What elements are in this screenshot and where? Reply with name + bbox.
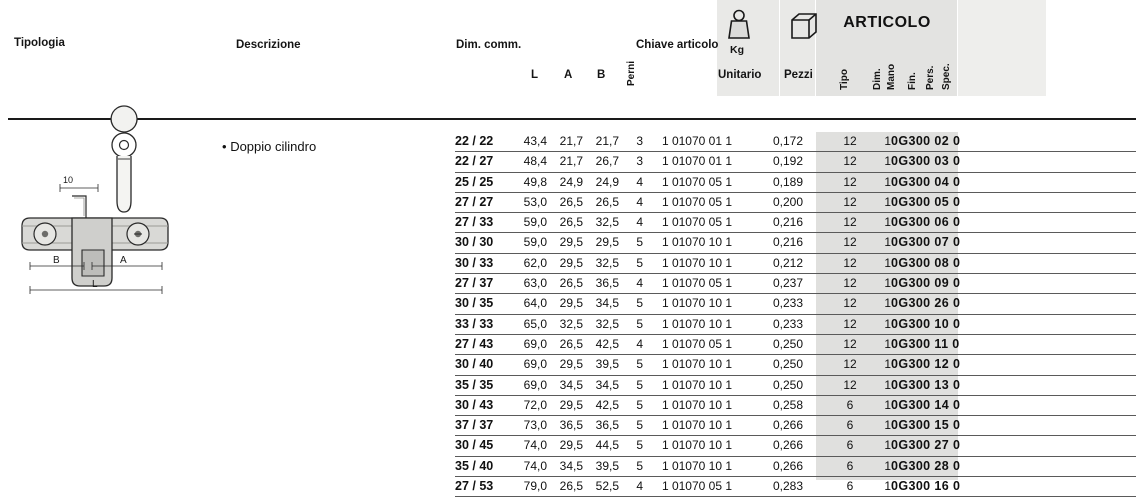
cell-a: 26,5: [547, 213, 583, 233]
header-art-tipo: Tipo: [839, 69, 850, 90]
cell-perni: 3: [619, 152, 643, 172]
cell-trailing: [1021, 436, 1136, 456]
table-row: [455, 436, 1136, 456]
cell-chiave-articolo: 1 01070 05 1: [643, 334, 751, 354]
cell-pezzi: 12: [825, 375, 875, 395]
cell-a: 26,5: [547, 477, 583, 497]
cell-chiave-articolo: 1 01070 10 1: [643, 355, 751, 375]
cell-trailing: [1021, 274, 1136, 294]
cell-l: 59,0: [513, 233, 547, 253]
cell-trailing: [1021, 192, 1136, 212]
svg-text:B: B: [53, 255, 60, 266]
cell-b: 32,5: [583, 213, 619, 233]
cell-qty-flag: 1: [875, 436, 891, 456]
cell-unitario: 0,212: [751, 253, 825, 273]
cell-qty-flag: 1: [875, 274, 891, 294]
cell-trailing: [1021, 314, 1136, 334]
table-row: [455, 213, 1136, 233]
cell-perni: 5: [619, 355, 643, 375]
table-row: [455, 477, 1136, 497]
cell-articolo: 0G300 26 0: [891, 294, 1021, 314]
cell-unitario: 0,216: [751, 233, 825, 253]
cell-unitario: 0,250: [751, 355, 825, 375]
cell-articolo: 0G300 02 0: [891, 132, 1021, 152]
cell-pezzi: 6: [825, 416, 875, 436]
cell-dim-comm: 30 / 40: [455, 355, 513, 375]
cell-articolo: 0G300 06 0: [891, 213, 1021, 233]
cell-qty-flag: 1: [875, 192, 891, 212]
cell-a: 29,5: [547, 395, 583, 415]
cell-a: 34,5: [547, 375, 583, 395]
cell-trailing: [1021, 334, 1136, 354]
cell-dim-comm: 22 / 27: [455, 152, 513, 172]
cell-pezzi: 12: [825, 334, 875, 354]
table-row: [455, 274, 1136, 294]
header-art-pers: Pers.: [925, 65, 936, 90]
cell-b: 52,5: [583, 477, 619, 497]
cell-chiave-articolo: 1 01070 01 1: [643, 152, 751, 172]
cell-a: 36,5: [547, 416, 583, 436]
cell-l: 62,0: [513, 253, 547, 273]
header-sub-a: A: [564, 69, 573, 81]
spec-table: [455, 132, 1136, 497]
cell-dim-comm: 25 / 25: [455, 172, 513, 192]
cell-unitario: 0,250: [751, 334, 825, 354]
cell-articolo: 0G300 04 0: [891, 172, 1021, 192]
cell-a: 32,5: [547, 314, 583, 334]
header-sub-perni: Perni: [626, 60, 637, 86]
cell-pezzi: 12: [825, 294, 875, 314]
cell-pezzi: 12: [825, 314, 875, 334]
cell-a: 34,5: [547, 456, 583, 476]
cell-b: 34,5: [583, 375, 619, 395]
header-descrizione: Descrizione: [236, 39, 301, 51]
cell-unitario: 0,237: [751, 274, 825, 294]
cell-l: 69,0: [513, 334, 547, 354]
cell-dim-comm: 30 / 30: [455, 233, 513, 253]
cell-b: 24,9: [583, 172, 619, 192]
cell-dim-comm: 37 / 37: [455, 416, 513, 436]
cell-b: 21,7: [583, 132, 619, 152]
cell-pezzi: 12: [825, 274, 875, 294]
cell-dim-comm: 35 / 35: [455, 375, 513, 395]
cell-dim-comm: 35 / 40: [455, 456, 513, 476]
table-row: [455, 253, 1136, 273]
cell-trailing: [1021, 132, 1136, 152]
cell-unitario: 0,189: [751, 172, 825, 192]
cell-trailing: [1021, 172, 1136, 192]
header-sub-b: B: [597, 69, 606, 81]
cell-perni: 5: [619, 253, 643, 273]
cell-qty-flag: 1: [875, 132, 891, 152]
cell-qty-flag: 1: [875, 395, 891, 415]
cell-dim-comm: 27 / 33: [455, 213, 513, 233]
cell-chiave-articolo: 1 01070 05 1: [643, 213, 751, 233]
cell-articolo: 0G300 15 0: [891, 416, 1021, 436]
cell-chiave-articolo: 1 01070 10 1: [643, 375, 751, 395]
cell-b: 39,5: [583, 456, 619, 476]
cell-articolo: 0G300 27 0: [891, 436, 1021, 456]
cell-perni: 5: [619, 314, 643, 334]
cell-chiave-articolo: 1 01070 05 1: [643, 274, 751, 294]
cell-unitario: 0,216: [751, 213, 825, 233]
table-row: [455, 395, 1136, 415]
spec-table-body: [455, 132, 1136, 497]
cell-qty-flag: 1: [875, 294, 891, 314]
cell-articolo: 0G300 09 0: [891, 274, 1021, 294]
cell-trailing: [1021, 355, 1136, 375]
cell-l: 69,0: [513, 375, 547, 395]
cell-a: 21,7: [547, 132, 583, 152]
cell-a: 29,5: [547, 294, 583, 314]
cell-perni: 4: [619, 213, 643, 233]
cell-a: 29,5: [547, 436, 583, 456]
cell-a: 29,5: [547, 355, 583, 375]
cell-trailing: [1021, 456, 1136, 476]
cell-perni: 5: [619, 294, 643, 314]
cell-pezzi: 6: [825, 395, 875, 415]
cell-l: 59,0: [513, 213, 547, 233]
header-unitario: Unitario: [718, 69, 762, 81]
cell-dim-comm: 22 / 22: [455, 132, 513, 152]
cell-trailing: [1021, 375, 1136, 395]
cell-l: 73,0: [513, 416, 547, 436]
cell-chiave-articolo: 1 01070 10 1: [643, 314, 751, 334]
cell-dim-comm: 27 / 27: [455, 192, 513, 212]
cell-perni: 4: [619, 192, 643, 212]
header-art-mano: Mano: [886, 63, 897, 90]
header-pezzi: Pezzi: [784, 69, 813, 81]
cell-articolo: 0G300 28 0: [891, 456, 1021, 476]
cell-pezzi: 6: [825, 477, 875, 497]
cell-a: 29,5: [547, 253, 583, 273]
cell-chiave-articolo: 1 01070 10 1: [643, 294, 751, 314]
cell-l: 79,0: [513, 477, 547, 497]
table-row: [455, 456, 1136, 476]
header-art-spec: Spec.: [941, 63, 952, 90]
cell-trailing: [1021, 213, 1136, 233]
cell-b: 42,5: [583, 334, 619, 354]
cell-perni: 5: [619, 456, 643, 476]
cell-qty-flag: 1: [875, 314, 891, 334]
product-description: Doppio cilindro: [230, 139, 317, 154]
cell-l: 43,4: [513, 132, 547, 152]
box-icon: [789, 10, 819, 40]
cell-unitario: 0,192: [751, 152, 825, 172]
cell-dim-comm: 27 / 43: [455, 334, 513, 354]
cell-dim-comm: 30 / 33: [455, 253, 513, 273]
header-chiave-articolo: Chiave articolo: [636, 39, 719, 51]
cell-b: 29,5: [583, 233, 619, 253]
cell-l: 72,0: [513, 395, 547, 415]
bullet-icon: •: [222, 139, 227, 154]
cell-trailing: [1021, 416, 1136, 436]
cell-unitario: 0,266: [751, 456, 825, 476]
svg-text:L: L: [92, 279, 98, 290]
table-row: [455, 192, 1136, 212]
cell-chiave-articolo: 1 01070 01 1: [643, 132, 751, 152]
cell-qty-flag: 1: [875, 172, 891, 192]
cell-l: 74,0: [513, 436, 547, 456]
cell-pezzi: 12: [825, 355, 875, 375]
cell-a: 26,5: [547, 334, 583, 354]
table-row: [455, 152, 1136, 172]
cell-perni: 5: [619, 233, 643, 253]
cell-articolo: 0G300 13 0: [891, 375, 1021, 395]
cell-qty-flag: 1: [875, 416, 891, 436]
cell-perni: 4: [619, 172, 643, 192]
cell-a: 29,5: [547, 233, 583, 253]
cell-pezzi: 12: [825, 213, 875, 233]
cell-articolo: 0G300 08 0: [891, 253, 1021, 273]
table-row: [455, 314, 1136, 334]
table-row: [455, 355, 1136, 375]
cell-a: 24,9: [547, 172, 583, 192]
cell-chiave-articolo: 1 01070 10 1: [643, 395, 751, 415]
cell-l: 49,8: [513, 172, 547, 192]
cell-dim-comm: 33 / 33: [455, 314, 513, 334]
cell-perni: 5: [619, 436, 643, 456]
cell-trailing: [1021, 477, 1136, 497]
header-dim-comm: Dim. comm.: [456, 39, 522, 51]
cell-l: 65,0: [513, 314, 547, 334]
cell-pezzi: 12: [825, 152, 875, 172]
cell-chiave-articolo: 1 01070 05 1: [643, 172, 751, 192]
cell-b: 26,7: [583, 152, 619, 172]
spec-table-rows: [455, 132, 1136, 497]
cell-articolo: 0G300 16 0: [891, 477, 1021, 497]
cell-chiave-articolo: 1 01070 05 1: [643, 192, 751, 212]
header-art-dim: Dim.: [872, 68, 883, 90]
cell-unitario: 0,200: [751, 192, 825, 212]
cell-perni: 5: [619, 395, 643, 415]
cell-unitario: 0,283: [751, 477, 825, 497]
cell-b: 36,5: [583, 274, 619, 294]
header-rule: [8, 118, 1136, 120]
cell-a: 21,7: [547, 152, 583, 172]
cell-b: 32,5: [583, 314, 619, 334]
cell-trailing: [1021, 395, 1136, 415]
cell-l: 74,0: [513, 456, 547, 476]
cell-unitario: 0,233: [751, 314, 825, 334]
table-row: [455, 172, 1136, 192]
cell-l: 63,0: [513, 274, 547, 294]
cell-qty-flag: 1: [875, 477, 891, 497]
cell-qty-flag: 1: [875, 253, 891, 273]
cell-trailing: [1021, 253, 1136, 273]
cell-dim-comm: 27 / 53: [455, 477, 513, 497]
header-kg-label: Kg: [730, 44, 744, 56]
cell-dim-comm: 30 / 43: [455, 395, 513, 415]
header-art-fin: Fin.: [907, 72, 918, 90]
svg-text:10: 10: [63, 175, 74, 185]
weight-icon: [726, 10, 752, 40]
cell-perni: 3: [619, 132, 643, 152]
cell-pezzi: 6: [825, 436, 875, 456]
cell-chiave-articolo: 1 01070 10 1: [643, 436, 751, 456]
cell-perni: 4: [619, 477, 643, 497]
cell-pezzi: 6: [825, 456, 875, 476]
cell-qty-flag: 1: [875, 334, 891, 354]
cell-articolo: 0G300 05 0: [891, 192, 1021, 212]
cell-perni: 5: [619, 416, 643, 436]
cell-chiave-articolo: 1 01070 10 1: [643, 416, 751, 436]
cell-pezzi: 12: [825, 172, 875, 192]
table-row: [455, 375, 1136, 395]
cell-chiave-articolo: 1 01070 10 1: [643, 233, 751, 253]
cell-articolo: 0G300 07 0: [891, 233, 1021, 253]
cell-unitario: 0,233: [751, 294, 825, 314]
cell-b: 34,5: [583, 294, 619, 314]
cell-pezzi: 12: [825, 253, 875, 273]
cell-unitario: 0,250: [751, 375, 825, 395]
cell-b: 44,5: [583, 436, 619, 456]
cell-articolo: 0G300 11 0: [891, 334, 1021, 354]
cell-unitario: 0,258: [751, 395, 825, 415]
cell-unitario: 0,172: [751, 132, 825, 152]
cell-pezzi: 12: [825, 233, 875, 253]
cell-chiave-articolo: 1 01070 05 1: [643, 477, 751, 497]
cell-qty-flag: 1: [875, 355, 891, 375]
cell-qty-flag: 1: [875, 152, 891, 172]
cell-qty-flag: 1: [875, 456, 891, 476]
cell-a: 26,5: [547, 192, 583, 212]
cell-unitario: 0,266: [751, 436, 825, 456]
header-sub-l: L: [531, 69, 539, 81]
cell-b: 26,5: [583, 192, 619, 212]
cell-l: 69,0: [513, 355, 547, 375]
cell-articolo: 0G300 10 0: [891, 314, 1021, 334]
cell-dim-comm: 30 / 35: [455, 294, 513, 314]
table-row: [455, 294, 1136, 314]
cell-qty-flag: 1: [875, 213, 891, 233]
cell-b: 32,5: [583, 253, 619, 273]
cell-perni: 4: [619, 274, 643, 294]
cell-l: 53,0: [513, 192, 547, 212]
cell-unitario: 0,266: [751, 416, 825, 436]
cell-qty-flag: 1: [875, 233, 891, 253]
cell-trailing: [1021, 152, 1136, 172]
header-shade-right: [958, 0, 1046, 96]
table-row: [455, 233, 1136, 253]
cell-perni: 5: [619, 375, 643, 395]
table-header-band: [0, 0, 1136, 96]
cell-trailing: [1021, 294, 1136, 314]
header-tipologia: Tipologia: [14, 37, 65, 49]
cell-perni: 4: [619, 334, 643, 354]
cell-l: 48,4: [513, 152, 547, 172]
cell-a: 26,5: [547, 274, 583, 294]
cell-chiave-articolo: 1 01070 10 1: [643, 456, 751, 476]
header-articolo-title: ARTICOLO: [843, 14, 931, 31]
cell-qty-flag: 1: [875, 375, 891, 395]
cell-pezzi: 12: [825, 132, 875, 152]
product-description-row: [222, 139, 316, 154]
cell-articolo: 0G300 12 0: [891, 355, 1021, 375]
cell-l: 64,0: [513, 294, 547, 314]
cell-chiave-articolo: 1 01070 10 1: [643, 253, 751, 273]
cell-articolo: 0G300 14 0: [891, 395, 1021, 415]
cell-dim-comm: 27 / 37: [455, 274, 513, 294]
cell-pezzi: 12: [825, 192, 875, 212]
product-drawing: [12, 126, 212, 316]
svg-text:A: A: [120, 255, 127, 266]
cell-dim-comm: 30 / 45: [455, 436, 513, 456]
header-divider-2: [779, 0, 780, 96]
cell-b: 42,5: [583, 395, 619, 415]
table-row: [455, 132, 1136, 152]
cell-trailing: [1021, 233, 1136, 253]
table-row: [455, 416, 1136, 436]
cell-b: 36,5: [583, 416, 619, 436]
cell-articolo: 0G300 03 0: [891, 152, 1021, 172]
cell-b: 39,5: [583, 355, 619, 375]
table-row: [455, 334, 1136, 354]
